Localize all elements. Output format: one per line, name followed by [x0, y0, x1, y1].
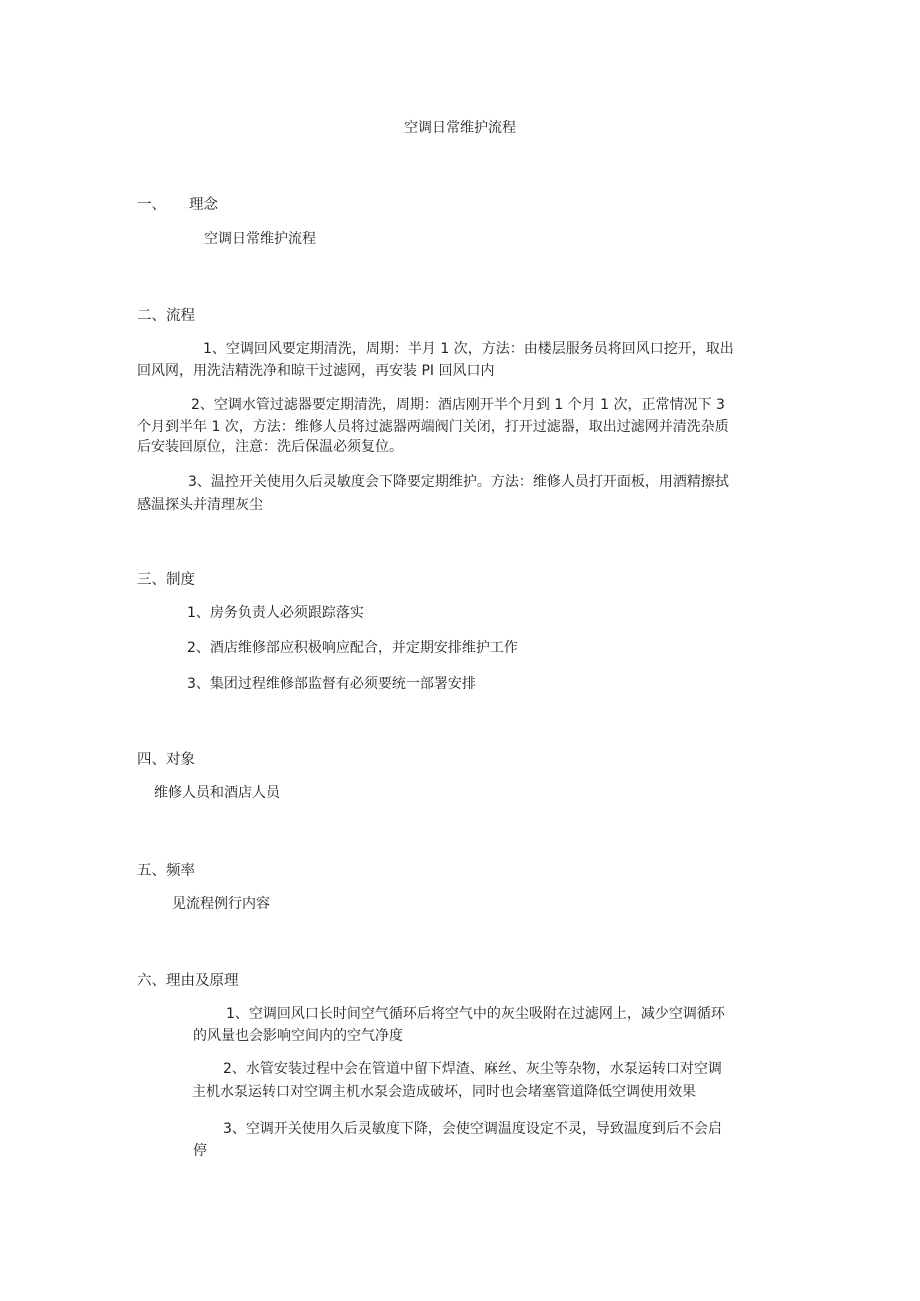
- page-title: 空调日常维护流程: [404, 120, 516, 136]
- section-1-heading: 理念: [189, 197, 218, 213]
- section-6-para-1-line-2: 的风量也会影响空间内的空气净度: [193, 1028, 403, 1044]
- section-3-item: 2、酒店维修部应积极响应配合，并定期安排维护工作: [187, 640, 518, 656]
- section-6-para-2-line-2: 主机水泵运转口对空调主机水泵会造成破坏，同时也会堵塞管道降低空调使用效果: [192, 1084, 696, 1100]
- section-1-number: 一、: [137, 197, 166, 213]
- section-2-para-2-line-3: 后安装回原位，注意：洗后保温必须复位。: [137, 439, 403, 455]
- section-4-heading: 四、对象: [137, 752, 195, 768]
- section-3-item: 1、房务负责人必须跟踪落实: [187, 605, 364, 621]
- section-6-para-1-line-1: 1、空调回风口长时间空气循环后将空气中的灰尘吸附在过滤网上，减少空调循环: [226, 1006, 725, 1022]
- section-2-para-1-line-2: 回风网，用洗洁精洗净和晾干过滤网，再安装 PI 回风口内: [137, 363, 495, 379]
- section-3-item: 3、集团过程维修部监督有必须要统一部署安排: [187, 676, 476, 692]
- section-6-heading: 六、理由及原理: [137, 973, 239, 989]
- section-5-heading: 五、频率: [137, 863, 195, 879]
- section-5-body: 见流程例行内容: [172, 896, 270, 912]
- section-6-para-2-line-1: 2、水管安装过程中会在管道中留下焊渣、麻丝、灰尘等杂物，水泵运转口对空调: [223, 1061, 722, 1077]
- section-4-body: 维修人员和酒店人员: [154, 785, 280, 801]
- section-3-heading: 三、制度: [137, 572, 195, 588]
- section-6-para-3-line-2: 停: [193, 1143, 207, 1159]
- section-2-para-2-line-2: 个月到半年 1 次，方法：维修人员将过滤器两端阀门关闭，打开过滤器，取出过滤网并清洗杂质: [137, 419, 729, 435]
- section-2-para-1-line-1: 1、空调回风要定期清洗，周期：半月 1 次，方法：由楼层服务员将回风口挖开，取出: [203, 341, 734, 357]
- section-2-para-2-line-1: 2、空调水管过滤器要定期清洗，周期：酒店刚开半个月到 1 个月 1 次，正常情况下 3: [191, 397, 725, 413]
- section-2-heading: 二、流程: [137, 308, 195, 324]
- section-2-para-3-line-1: 3、温控开关使用久后灵敏度会下降要定期维护。方法：维修人员打开面板，用酒精擦拭: [188, 474, 729, 490]
- section-1-body: 空调日常维护流程: [204, 231, 316, 247]
- section-2-para-3-line-2: 感温探头并清理灰尘: [137, 497, 263, 513]
- section-6-para-3-line-1: 3、空调开关使用久后灵敏度下降，会使空调温度设定不灵，导致温度到后不会启: [223, 1121, 722, 1137]
